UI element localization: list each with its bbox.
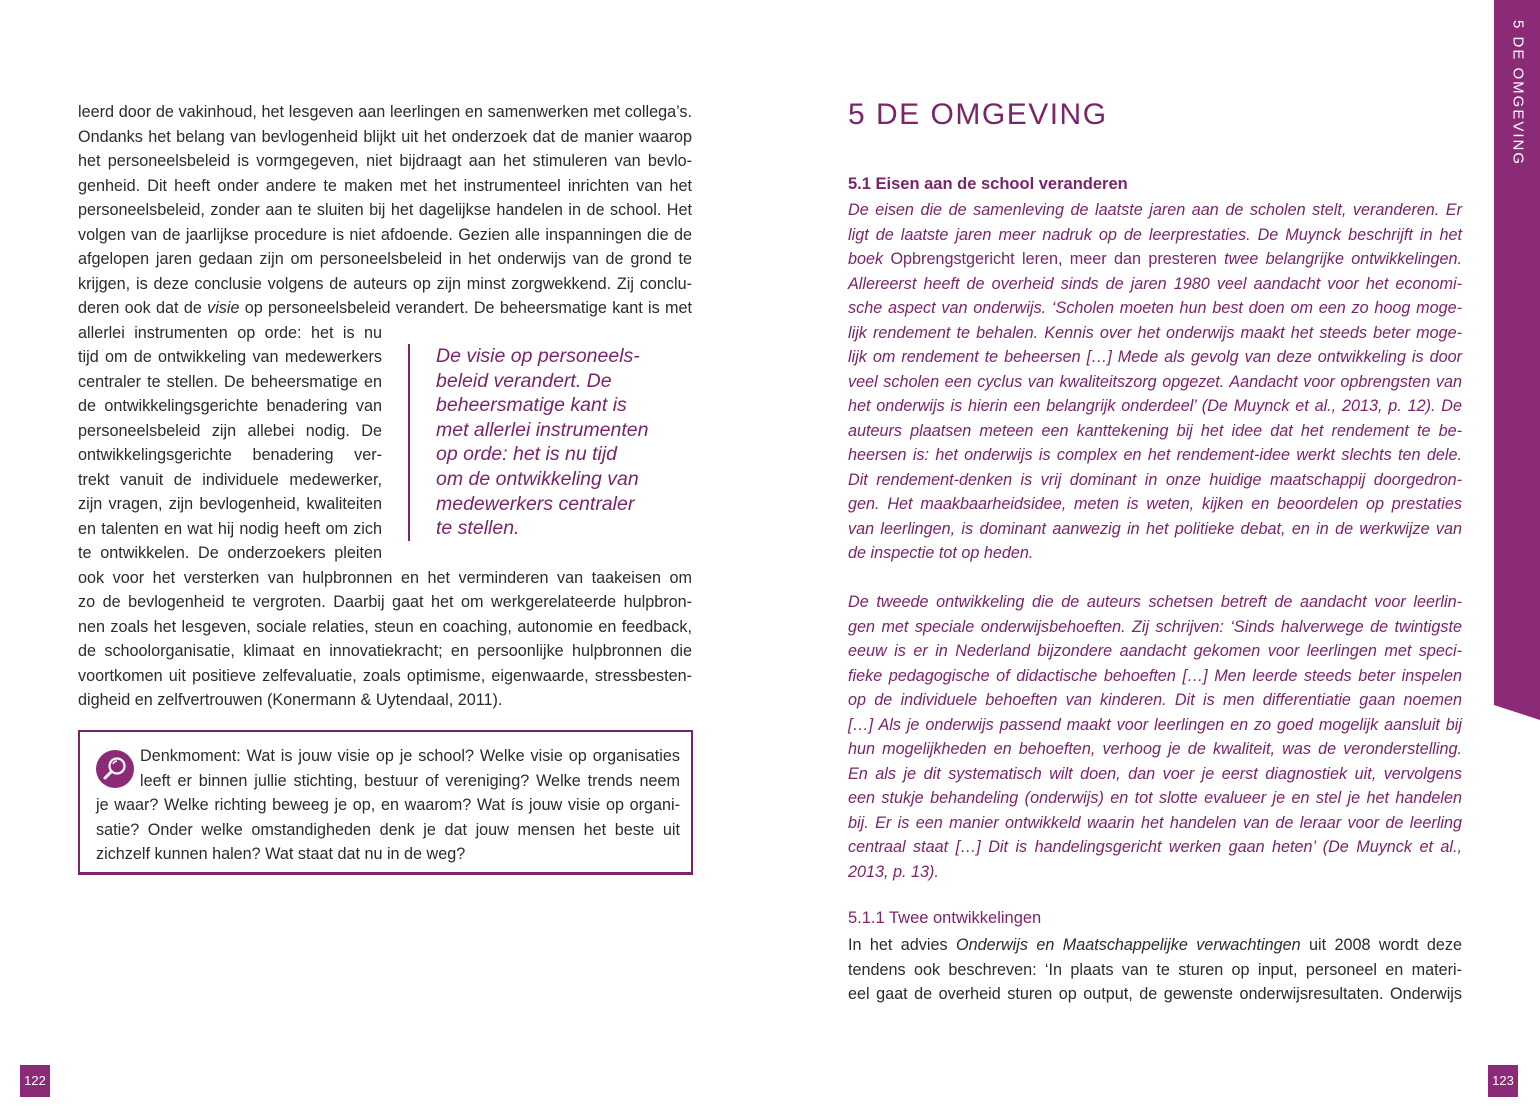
italic-line: veel scholen een cyclus van kwaliteitszorg opgezet. Aandacht voor opbrengsten van	[848, 372, 1462, 391]
body-line: digheid en zelfvertrouwen (Konermann & Uytendaal, 2011).	[78, 691, 503, 709]
italic-line: lijk om rendement te beheersen […] Mede als gevolg van deze ontwikkeling is door	[848, 348, 1462, 366]
pull-quote-line: medewerkers centraler	[436, 492, 635, 515]
body-line: personeelsbeleid zijn allebei nodig. De	[78, 421, 382, 440]
body-line: eel gaat de overheid sturen op output, de gewenste onderwijsresultaten. Onderwijs	[848, 985, 1462, 1003]
pull-quote-line: om de ontwikkeling van	[436, 467, 639, 490]
body-line: de ontwikkelingsgerichte benadering van	[78, 397, 382, 415]
book-title: Opbrengstgericht leren, meer dan presteren	[890, 250, 1217, 268]
italic-line: een stukje behandeling (onderwijs) en tot slotte evalueer je en stel je het handelen	[848, 789, 1462, 807]
italic-line: eeuw is er in Nederland bijzondere aandacht gekomen voor leerlingen met speci-	[848, 642, 1462, 660]
italic-line: Allereerst heeft de overheid sinds de jaren 1980 veel aandacht voor het economi-	[848, 274, 1462, 293]
italic-line: heersen is: het onderwijs is complex en het rendement-idee werkt slechts ten dele.	[848, 446, 1462, 464]
italic-line: het onderwijs is hierin een belangrijk onderdeel’ (De Muynck et al., 2013, p. 12). De	[848, 397, 1462, 415]
body-line: ontwikkelingsgerichte benadering ver-	[78, 446, 382, 464]
body-line	[848, 933, 1462, 958]
body-line: allerlei instrumenten op orde: het is nu	[78, 323, 382, 342]
text-run: twee belangrijke ontwikkelingen.	[1216, 250, 1462, 268]
body-line: afgelopen jaren gedaan zijn om personeelsbeleid in het onderwijs van de grond te	[78, 250, 692, 268]
italic-line: 2013, p. 13).	[848, 862, 939, 881]
text-run: In het advies	[848, 936, 956, 954]
italic-line: hun mogelijkheden en behoeften, verhoog je de kwaliteit, was de veronderstelling.	[848, 740, 1462, 758]
body-line: tendens ook beschreven: ‘In plaats van te sturen op input, personeel en materi-	[848, 960, 1462, 979]
text-run: boek	[848, 250, 891, 268]
body-line: voortkomen uit positieve zelfevaluatie, zoals optimisme, eigenwaarde, stressbesten-	[78, 666, 692, 685]
think-line: je waar? Welke richting beweeg je op, en waarom? Wat ís jouw visie op organi-	[96, 796, 680, 814]
pull-quote-line: De visie op personeels-	[436, 345, 640, 367]
body-line	[78, 296, 692, 321]
italic-line: lijk rendement te behalen. Kennis over het onderwijs maakt het steeds beter moge-	[848, 323, 1462, 342]
text-run: op personeelsbeleid verandert. De beheersmatige kant is met	[239, 299, 693, 317]
pull-quote-line: te stellen.	[436, 517, 520, 540]
body-line: zo de bevlogenheid te vergroten. Daarbij gaat het om werkgerelateerde hulpbron-	[78, 593, 692, 611]
italic-line: auteurs plaatsen meteen een kanttekening bij het idee dat het rendement te be-	[848, 421, 1462, 440]
text-run: uit 2008 wordt deze	[1300, 936, 1462, 954]
page-number-left: 122	[20, 1065, 50, 1097]
body-line: genheid. Dit heeft onder andere te maken met het instrumenteel inrichten van het	[78, 176, 692, 195]
text-run: deren ook dat de	[78, 299, 208, 317]
italic-line	[848, 247, 1462, 272]
think-line: zichzelf kunnen halen? Wat staat dat nu in de weg?	[96, 845, 466, 863]
italic-line: De tweede ontwikkeling die de auteurs schetsen betreft de aandacht voor leerlin-	[848, 593, 1462, 611]
italic-line: fieke pedagogische of didactische behoeften […] Men leerde steeds beter inspelen	[848, 666, 1462, 685]
intro-paragraph-1	[848, 198, 1462, 566]
italic-line: centraal staat […] Dit is handelingsgericht werken gaan heten’ (De Muynck et al.,	[848, 838, 1462, 856]
think-line: satie? Onder welke omstandigheden denk je dat jouw mensen het beste uit	[96, 820, 680, 839]
body-line: personeelsbeleid, zonder aan te sluiten bij het dagelijkse handelen in de school. Het	[78, 201, 692, 219]
body-line: krijgen, is deze conclusie volgens de auteurs op zijn minst zorgwekkend. Zij conclu-	[78, 274, 692, 293]
italic-line: op de individuele behoeften van kinderen. Dit is men differentiatie gaan noemen	[848, 691, 1462, 709]
body-line: Ondanks het belang van bevlogenheid blijkt uit het onderzoek dat de manier waarop	[78, 127, 692, 146]
body-line: nen zoals het lesgeven, sociale relaties, steun en coaching, autonomie en feedback,	[78, 617, 692, 636]
italic-line: gen. Het maakbaarheidsidee, meten is weten, kijken en beoordelen op prestaties	[848, 495, 1462, 513]
italic-line: […] Als je onderwijs passend maakt voor leerlingen en zo goed mogelijk aansluit bij	[848, 715, 1462, 734]
italic-line: En als je dit systematisch wilt doen, dan voer je eerst diagnostiek uit, vervolgens	[848, 764, 1462, 783]
advice-title: Onderwijs en Maatschappelijke verwachtingen	[955, 936, 1301, 954]
pull-quote-line: beleid verandert. De	[436, 369, 612, 392]
body-line: de schoolorganisatie, klimaat en innovatiekracht; en persoonlijke hulpbronnen die	[78, 642, 692, 660]
body-line: leerd door de vakinhoud, het lesgeven aan leerlingen en samenwerken met collega’s.	[78, 103, 692, 121]
italic-line: gen met speciale onderwijsbehoeften. Zij schrijven: ‘Sinds halverwege de twintigste	[848, 617, 1462, 636]
think-line: Denkmoment: Wat is jouw visie op je school? Welke visie op organisaties	[140, 747, 680, 765]
italic-line: de inspectie tot op heden.	[848, 544, 1034, 562]
body-line: trekt vanuit de individuele medewerker,	[78, 470, 382, 489]
body-line: zijn vragen, zijn bevlogenheid, kwaliteiten	[78, 495, 382, 513]
think-line: leeft er binnen jullie stichting, bestuur of vereniging? Welke trends neem	[140, 771, 680, 790]
body-line: en talenten en wat hij nodig heeft om zich	[78, 519, 382, 538]
body-line: tijd om de ontwikkeling van medewerkers	[78, 348, 382, 366]
page-number-right: 123	[1488, 1065, 1518, 1097]
pull-quote-line: met allerlei instrumenten	[436, 418, 649, 441]
italic-line: De eisen die de samenleving de laatste jaren aan de scholen stelt, veranderen. Er	[848, 201, 1462, 219]
intro-paragraph-2	[848, 590, 1462, 884]
pull-quote	[408, 344, 726, 541]
right-body-text	[848, 933, 1462, 1007]
think-moment-text	[96, 744, 680, 867]
emphasis-visie: visie	[207, 299, 240, 317]
body-line: te ontwikkelen. De onderzoekers pleiten	[78, 544, 382, 562]
italic-line: bij. Er is een manier ontwikkeld waarin het handelen van de leraar voor de leerling	[848, 813, 1462, 832]
think-moment-box	[78, 730, 693, 875]
section-heading: 5.1 Eisen aan de school veranderen	[848, 175, 1128, 193]
body-line: ook voor het versterken van hulpbronnen en het verminderen van taakeisen om	[78, 568, 692, 587]
body-line: het personeelsbeleid is vormgegeven, niet bijdraagt aan het stimuleren van bevlo-	[78, 152, 692, 170]
body-line: volgen van de jaarlijkse procedure is niet afdoende. Gezien alle inspanningen die de	[78, 225, 692, 244]
italic-line: Dit rendement-denken is vrij dominant in onze huidige maatschappij doorgedron-	[848, 470, 1462, 489]
italic-line: van leerlingen, is dominant aanwezig in het politieke debat, en in de werkwijze van	[848, 519, 1462, 538]
italic-line: ligt de laatste jaren meer nadruk op de leerprestaties. De Muynck beschrijft in het	[848, 225, 1462, 244]
italic-line: sche aspect van onderwijs. ‘Scholen moeten hun best doen om een zo hoog moge-	[848, 299, 1462, 317]
pull-quote-line: op orde: het is nu tijd	[436, 443, 618, 466]
chapter-title: 5 DE OMGEVING	[848, 98, 1108, 131]
subsection-heading: 5.1.1 Twee ontwikkelingen	[848, 909, 1042, 927]
side-tab-label: 5 DE OMGEVING	[1509, 20, 1527, 167]
pull-quote-line: beheersmatige kant is	[436, 394, 627, 417]
body-line: centraler te stellen. De beheersmatige en	[78, 372, 382, 391]
